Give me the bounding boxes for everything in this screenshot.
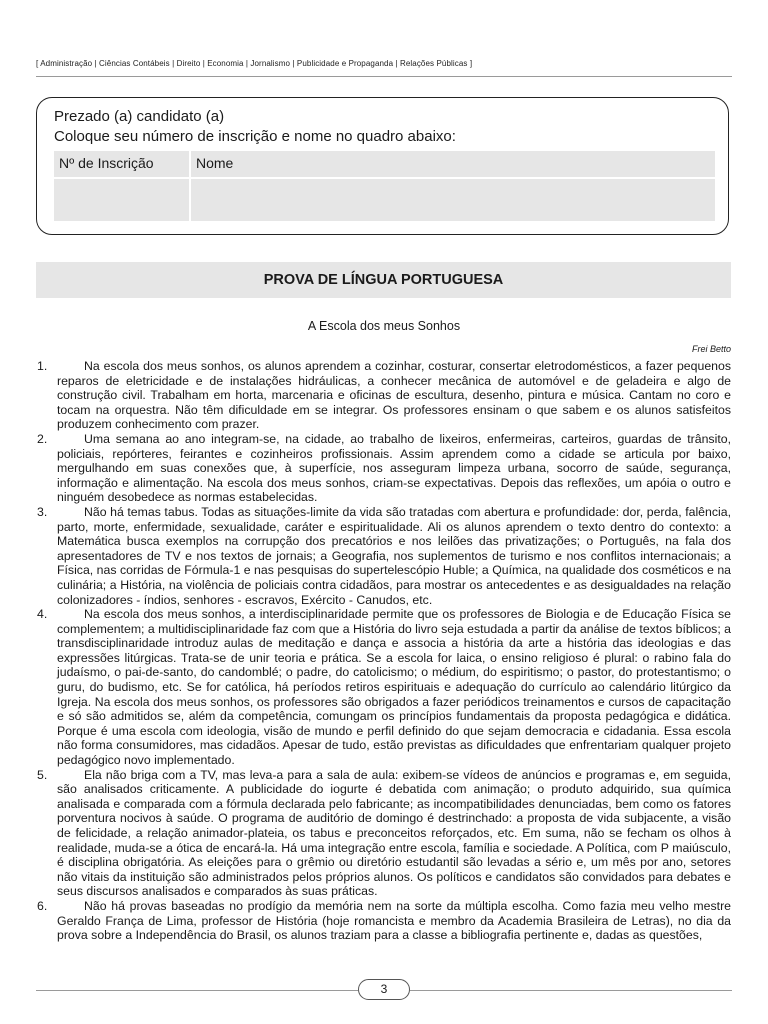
course-list-header: [ Administração | Ciências Contábeis | Direito | Economia | Jornalismo | Publicidade e Propaganda | Relações Públicas ] <box>36 59 473 68</box>
registration-header-label: Nº de Inscrição <box>59 155 154 171</box>
paragraph <box>37 607 731 768</box>
name-header-cell <box>191 151 715 177</box>
paragraph-number: 4. <box>37 607 48 622</box>
paragraph-text: Na escola dos meus sonhos, os alunos aprendem a cozinhar, costurar, consertar eletrodomésticos, a fazer pequenos reparos de eletricidade e de instalações hidráulicas, a conhecer mecânica de automóvel e de geladeira e algo de construção civil. Trabalham em horta, marcenaria e oficinas de escultura, desenho, pintura e música. Cantam no coro e tocam na orquestra. Não têm dificuldade em se integrar. Os professores ensinam o que sabem e os alunos satisfeitos produzem conhecimento com prazer. <box>57 359 731 432</box>
essay-author: Frei Betto <box>691 344 731 354</box>
footer-divider-right <box>410 990 732 991</box>
candidate-greeting: Prezado (a) candidato (a) <box>54 108 225 125</box>
paragraph <box>37 359 731 432</box>
paragraph <box>37 432 731 505</box>
candidate-table <box>54 151 715 221</box>
candidate-instruction: Coloque seu número de inscrição e nome no quadro abaixo: <box>54 128 456 145</box>
footer-divider-left <box>36 990 358 991</box>
paragraph-text: Ela não briga com a TV, mas leva-a para a sala de aula: exibem-se vídeos de anúncios e programas e, em seguida, são analisados criticamente. A publicidade do iogurte é debatida com animação; o produto adquirido, sua química analisada e comparada com a fórmula declarada pelo fabricante; as incompatibilidades denunciadas, bem como os fatores porventura nocivos à saúde. O programa de auditório de domingo é destrinchado: a proposta de vida subjacente, a visão de felicidade, a relação animador-plateia, os tabus e preconceitos reforçados, etc. Em suma, não se fecham os olhos à realidade, muda-se a ótica de encará-la. Há uma integração entre escola, família e sociedade. A Política, com P maiúsculo, é disciplina obrigatória. As eleições para o grêmio ou diretório estudantil são levadas a sério e, um mês por ano, setores não vitais da instituição são administrados pelos próprios alunos. Os políticos e candidatos são convidados para debates e seus discursos analisados e comparados às suas práticas. <box>57 767 731 899</box>
paragraph-number: 3. <box>37 504 48 519</box>
paragraph <box>37 768 731 899</box>
exam-title: PROVA DE LÍNGUA PORTUGUESA <box>36 262 731 298</box>
paragraph <box>37 505 731 607</box>
candidate-name-field[interactable] <box>191 179 715 221</box>
essay-title: A Escola dos meus Sonhos <box>307 319 461 333</box>
paragraph-number: 5. <box>37 767 48 782</box>
paragraph-text: Uma semana ao ano integram-se, na cidade, ao trabalho de lixeiros, enfermeiras, carteiros, guardas de trânsito, policiais, repórteres, feirantes e cozinheiros profissionais. Assim aprendem como a cidade se articula por baixo, mergulhando em suas conexões que, à superfície, nos asseguram limpeza urbana, socorro de saúde, segurança, informação e alimentação. Na escola dos meus sonhos, criam-se expectativas. Depois das reflexões, um apóia o outro e ninguém desobedece as normas estabelecidas. <box>57 431 731 505</box>
paragraph-text: Não há provas baseadas no prodígio da memória nem na sorte da múltipla escolha. Como fazia meu velho mestre Geraldo França de Lima, professor de História (hoje romancista e membro da Academia Brasileira de Letras), no dia da prova sobre a Independência do Brasil, os alunos traziam para a classe a bibliografia pertinente e, dadas as questões, <box>57 898 731 943</box>
paragraph <box>37 899 731 943</box>
candidate-info-box <box>36 97 729 235</box>
essay-body <box>37 359 731 943</box>
name-header-label: Nome <box>196 155 234 171</box>
paragraph-number: 6. <box>37 898 48 913</box>
registration-number-field[interactable] <box>54 179 189 221</box>
registration-header-cell <box>54 151 189 177</box>
header-divider <box>36 76 732 77</box>
paragraph-text: Não há temas tabus. Todas as situações-limite da vida são tratadas com abertura e profundidade: dor, perda, falência, parto, morte, enfermidade, sexualidade, caráter e espiritualidade. Ali os alunos aprendem o texto dentro do contexto: a Matemática busca exemplos na corrupção dos precatórios e nos leilões das privatizações; o Português, na fala dos apresentadores de TV e nos textos de jornais; a Geografia, nos suplementos de turismo e nos conflitos internacionais; a Física, nas corridas de Fórmula-1 e nas pesquisas do supertelescópio Huble; a Química, na qualidade dos cosméticos e na culinária; a História, na violência de policiais contra cidadãos, para mostrar os antecedentes e as desigualdades na relação colonizadores - índios, senhores - escravos, Exército - Canudos, etc. <box>57 504 731 607</box>
paragraph-number: 1. <box>37 359 48 373</box>
paragraph-number: 2. <box>37 431 48 446</box>
page-number: 3 <box>358 979 410 1000</box>
paragraph-text: Na escola dos meus sonhos, a interdisciplinaridade permite que os professores de Biologia e de Educação Física se complementem; a multidisciplinaridade faz com que a História do livro seja estudada a partir da análise de textos bíblicos; a transdisciplinaridade introduz aulas de meditação e dança e associa a história da arte a história das ideologias e das expressões litúrgicas. Trata-se de unir teoria e prática. Se a escola for laica, o ensino religioso é plural: o rabino fala do judaísmo, o pai-de-santo, do candomblé; o padre, do catolicismo; o médium, do espiritismo; o pastor, do protestantismo; o guru, do budismo, etc. Se for católica, há períodos retiros espirituais e adequação do currículo ao calendário litúrgico da Igreja. Na escola dos meus sonhos, os professores são obrigados a fazer periódicos treinamentos e cursos de capacitação e só são admitidos se, além da competência, comungam os princípios fundamentais da proposta pedagógica e didática. Porque é uma escola com ideologia, visão de mundo e perfil definido do que sejam democracia e cidadania. Essa escola não forma consumidores, mas cidadãos. Apesar de tudo, estão previstas as dificuldades que enfrentariam qualquer projeto pedagógico novo implementado. <box>57 607 731 768</box>
